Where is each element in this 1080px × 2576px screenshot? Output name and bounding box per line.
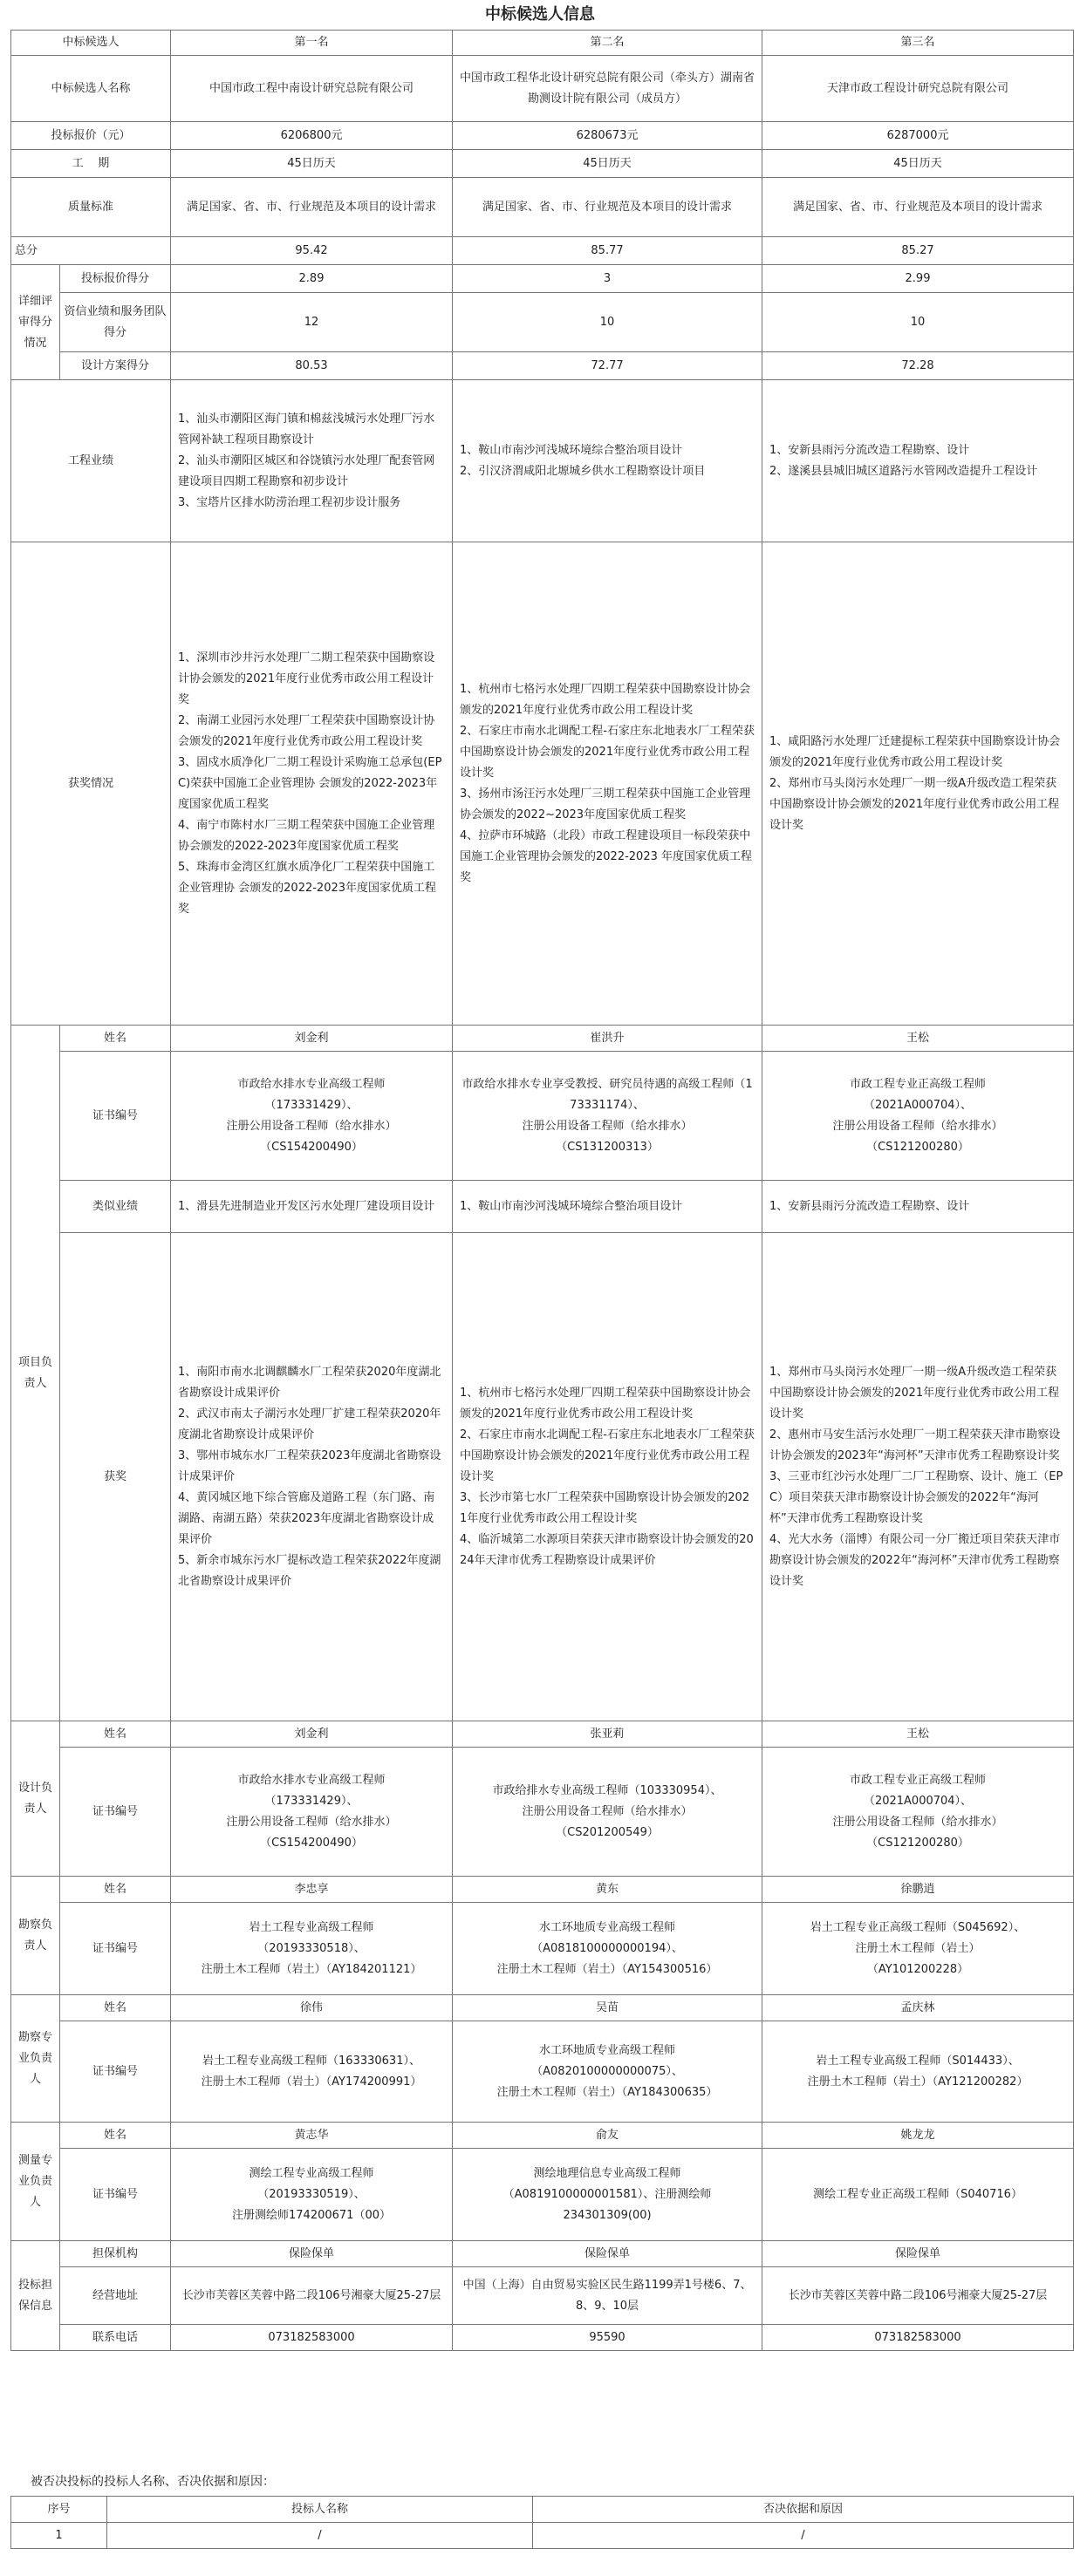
cell-rank-1: 市政给水排水专业高级工程师 （173331429）、 注册公用设备工程师（给水排水） （CS154200490） xyxy=(171,1748,453,1877)
candidate-name-row xyxy=(11,56,1074,122)
row-label: 类似业绩 xyxy=(60,1181,171,1233)
qual-score-row xyxy=(11,293,1074,352)
survey-lead-name-row xyxy=(11,1877,1074,1903)
row-label: 证书编号 xyxy=(60,1052,171,1181)
total-score-row xyxy=(11,237,1074,265)
cell-rank-3: 073182583000 xyxy=(762,2325,1074,2351)
header-rank-3: 第三名 xyxy=(762,31,1074,56)
row-label: 资信业绩和服务团队得分 xyxy=(60,293,171,352)
cell-rank-3: 1、咸阳路污水处理厂迁建提标工程荣获中国勘察设计协会颁发的2021年度行业优秀市政公用工程设计奖 2、郑州市马头岗污水处理厂一期一级A升级改造工程荣获中国勘察设计协会颁发的2021年度行业优秀市政公用工程设计奖 xyxy=(762,542,1074,1026)
cell-rank-1: 95.42 xyxy=(171,237,453,265)
cell-rank-1: 1、滑县先进制造业开发区污水处理厂建设项目设计 xyxy=(171,1181,453,1233)
cell-rank-3: 市政工程专业正高级工程师 （2021A000704）、 注册公用设备工程师（给水排水） （CS121200280） xyxy=(762,1748,1074,1877)
cell-rank-2: 吴苗 xyxy=(453,1995,762,2021)
quality-row xyxy=(11,178,1074,237)
measure-spec-name-row xyxy=(11,2123,1074,2149)
cell-rank-1: 李忠享 xyxy=(171,1877,453,1903)
cell-rank-1: 中国市政工程中南设计研究总院有限公司 xyxy=(171,56,453,122)
cell-rank-2: 6280673元 xyxy=(453,122,762,150)
guarantee-addr-row xyxy=(11,2267,1074,2325)
cell-rank-1: 岩土工程专业高级工程师 （20193330518）、 注册土木工程师（岩土）（AY184201121） xyxy=(171,1903,453,1995)
measure-spec-cert-row xyxy=(11,2149,1074,2241)
cell-rank-2: 黄东 xyxy=(453,1877,762,1903)
cell-rank-2: 测绘地理信息专业高级工程师 （A0819100000001581）、注册测绘师 234301309(00) xyxy=(453,2149,762,2241)
row-label: 姓名 xyxy=(60,1026,171,1052)
cell-rank-2: 3 xyxy=(453,265,762,293)
pm-cert-row xyxy=(11,1052,1074,1181)
cell-rank-1: 1、深圳市沙井污水处理厂二期工程荣获中国勘察设计协会颁发的2021年度行业优秀市政公用工程设计奖 2、南湖工业园污水处理厂工程荣获中国勘察设计协会颁发的2021年度行业优秀市政公用工程设计奖 3、固戍水质净化厂二期工程设计采购施工总承包(EPC)荣获中国施工企业管理协 会颁发的2022-2023年度国家优质工程奖 4、南宁市陈村水厂三期工程荣获中国施工企业管理协会颁发的2022-2023年度国家优质工程奖 5、珠海市金湾区红旗水质净化厂工程荣获中国施工企业管理协 会颁发的2022-2023年度国家优质工程奖 xyxy=(171,542,453,1026)
header-label: 中标候选人 xyxy=(11,31,171,56)
cell-rank-2: 市政给排水专业高级工程师（103330954）、 注册公用设备工程师（给水排水） （CS201200549） xyxy=(453,1748,762,1877)
guarantee-org-row xyxy=(11,2241,1074,2267)
header-reason: 否决依据和原因 xyxy=(533,2497,1074,2523)
candidate-table xyxy=(10,30,1074,2351)
measure-spec-group-label: 测量专业负责人 xyxy=(11,2123,60,2241)
cell-rank-1: 80.53 xyxy=(171,352,453,380)
row-label: 联系电话 xyxy=(60,2325,171,2351)
guarantee-tel-row xyxy=(11,2325,1074,2351)
cell-rank-3: 王松 xyxy=(762,1721,1074,1748)
cell-rank-3: 72.28 xyxy=(762,352,1074,380)
cell-rank-3: 测绘工程专业正高级工程师（S040716） xyxy=(762,2149,1074,2241)
row-label: 担保机构 xyxy=(60,2241,171,2267)
cell-rank-1: 保险保单 xyxy=(171,2241,453,2267)
cell-rank-2: 中国（上海）自由贸易实验区民生路1199弄1号楼6、7、8、9、10层 xyxy=(453,2267,762,2325)
cell-rank-3: 满足国家、省、市、行业规范及本项目的设计需求 xyxy=(762,178,1074,237)
cell-rank-2: 水工环地质专业高级工程师 （A0820100000000075）、 注册土木工程师（岩土）（AY184300635） xyxy=(453,2021,762,2123)
header-rank-2: 第二名 xyxy=(453,31,762,56)
cell-rank-3: 45日历天 xyxy=(762,150,1074,178)
detail-group-label: 详细评审得分情况 xyxy=(11,265,60,380)
cell-rank-1: 刘金利 xyxy=(171,1721,453,1748)
row-label: 投标报价得分 xyxy=(60,265,171,293)
row-label: 姓名 xyxy=(60,1877,171,1903)
row-label: 工 期 xyxy=(11,150,171,178)
cell-rank-3: 2.99 xyxy=(762,265,1074,293)
cell-rank-2: 45日历天 xyxy=(453,150,762,178)
row-label: 中标候选人名称 xyxy=(11,56,171,122)
cell-rank-3: 10 xyxy=(762,293,1074,352)
cell-rank-2: 72.77 xyxy=(453,352,762,380)
invalid-bid-note: 被否决投标的投标人名称、否决依据和原因： xyxy=(31,2475,275,2489)
invalid-header-row xyxy=(11,2497,1074,2523)
cell-rank-2: 市政给水排水专业享受教授、研究员待遇的高级工程师（173331174）、 注册公用设备工程师（给水排水） （CS131200313） xyxy=(453,1052,762,1181)
design-lead-group-label: 设计负责人 xyxy=(11,1721,60,1877)
row-label: 总分 xyxy=(11,237,171,265)
cell-rank-2: 张亚莉 xyxy=(453,1721,762,1748)
cell-rank-2: 俞友 xyxy=(453,2123,762,2149)
cell-rank-3: 6287000元 xyxy=(762,122,1074,150)
cell-rank-2: 10 xyxy=(453,293,762,352)
cell-rank-1: 45日历天 xyxy=(171,150,453,178)
cell-rank-3: 1、安新县雨污分流改造工程勘察、设计 xyxy=(762,1181,1074,1233)
row-label: 证书编号 xyxy=(60,2149,171,2241)
cell-no: 1 xyxy=(11,2523,107,2549)
cell-rank-1: 测绘工程专业高级工程师 （20193330519）、 注册测绘师174200671（00） xyxy=(171,2149,453,2241)
row-label: 经营地址 xyxy=(60,2267,171,2325)
cell-rank-3: 保险保单 xyxy=(762,2241,1074,2267)
row-label: 证书编号 xyxy=(60,2021,171,2123)
cell-rank-2: 保险保单 xyxy=(453,2241,762,2267)
cell-rank-3: 长沙市芙蓉区芙蓉中路二段106号湘豪大厦25-27层 xyxy=(762,2267,1074,2325)
cell-rank-2: 1、鞍山市南沙河浅城环境综合整治项目设计 2、引汉济渭咸阳北塬城乡供水工程勘察设计项目 xyxy=(453,380,762,542)
header-no: 序号 xyxy=(11,2497,107,2523)
design-lead-cert-row xyxy=(11,1748,1074,1877)
cell-rank-3: 王松 xyxy=(762,1026,1074,1052)
design-lead-name-row xyxy=(11,1721,1074,1748)
row-label: 投标报价（元） xyxy=(11,122,171,150)
cell-rank-3: 1、郑州市马头岗污水处理厂一期一级A升级改造工程荣获中国勘察设计协会颁发的2021年度行业优秀市政公用工程设计奖 2、惠州市马安生活污水处理厂一期工程荣获天津市勘察设计协会颁发的2023年“海河杯”天津市优秀工程勘察设计奖 3、三亚市红沙污水处理厂二厂工程勘察、设计、施工（EPC）项目荣获天津市勘察设计协会颁发的2022年“海河杯”天津市优秀工程勘察设计奖 4、光大水务（淄博）有限公司一分厂搬迁项目荣获天津市勘察设计协会颁发的2022年“海河杯”天津市优秀工程勘察设计奖 xyxy=(762,1233,1074,1721)
cell-rank-1: 073182583000 xyxy=(171,2325,453,2351)
cell-rank-1: 6206800元 xyxy=(171,122,453,150)
design-score-row xyxy=(11,352,1074,380)
survey-spec-name-row xyxy=(11,1995,1074,2021)
survey-lead-cert-row xyxy=(11,1903,1074,1995)
pm-group-label: 项目负责人 xyxy=(11,1026,60,1721)
header-row xyxy=(11,31,1074,56)
cell-rank-1: 刘金利 xyxy=(171,1026,453,1052)
cell-rank-1: 1、南阳市南水北调麒麟水厂工程荣获2020年度湖北省勘察设计成果评价 2、武汉市南太子湖污水处理厂扩建工程荣获2020年度湖北省勘察设计成果评价 3、鄂州市城东水厂工程荣获2023年度湖北省勘察设计成果评价 4、黄冈城区地下综合管廊及道路工程（东门路、南湖路、南湖五路）荣获2023年度湖北省勘察设计成果评价 5、新余市城东污水厂提标改造工程荣获2022年度湖北省勘察设计成果评价 xyxy=(171,1233,453,1721)
cell-rank-2: 水工环地质专业高级工程师 （A0818100000000194）、 注册土木工程师（岩土）（AY154300516） xyxy=(453,1903,762,1995)
awards-row xyxy=(11,542,1074,1026)
row-label: 姓名 xyxy=(60,2123,171,2149)
cell-rank-2: 满足国家、省、市、行业规范及本项目的设计需求 xyxy=(453,178,762,237)
cell-rank-3: 徐鹏逍 xyxy=(762,1877,1074,1903)
row-label: 设计方案得分 xyxy=(60,352,171,380)
bid-price-row xyxy=(11,122,1074,150)
cell-rank-1: 徐伟 xyxy=(171,1995,453,2021)
cell-rank-3: 85.27 xyxy=(762,237,1074,265)
cell-rank-1: 市政给水排水专业高级工程师 （173331429）、 注册公用设备工程师（给水排水） （CS154200490） xyxy=(171,1052,453,1181)
pm-name-row xyxy=(11,1026,1074,1052)
row-label: 证书编号 xyxy=(60,1903,171,1995)
cell-rank-1: 满足国家、省、市、行业规范及本项目的设计需求 xyxy=(171,178,453,237)
cell-rank-3: 岩土工程专业正高级工程师（S045692）、 注册土木工程师（岩土） （AY101200228） xyxy=(762,1903,1074,1995)
cell-rank-3: 岩土工程专业高级工程师（S014433）、 注册土木工程师（岩土）（AY121200282） xyxy=(762,2021,1074,2123)
cell-rank-2: 1、鞍山市南沙河浅城环境综合整治项目设计 xyxy=(453,1181,762,1233)
row-label: 姓名 xyxy=(60,1995,171,2021)
cell-rank-3: 孟庆林 xyxy=(762,1995,1074,2021)
cell-rank-2: 中国市政工程华北设计研究总院有限公司（牵头方）湖南省勘测设计院有限公司（成员方） xyxy=(453,56,762,122)
cell-rank-3: 姚龙龙 xyxy=(762,2123,1074,2149)
invalid-bid-table xyxy=(10,2496,1074,2549)
cell-rank-2: 崔洪升 xyxy=(453,1026,762,1052)
row-label: 获奖情况 xyxy=(11,542,171,1026)
cell-rank-2: 1、杭州市七格污水处理厂四期工程荣获中国勘察设计协会颁发的2021年度行业优秀市政公用工程设计奖 2、石家庄市南水北调配工程-石家庄东北地表水厂工程荣获中国勘察设计协会颁发的2021年度行业优秀市政公用工程设计奖 3、扬州市汤汪污水处理厂三期工程荣获中国施工企业管理协会颁发的2022~2023年度国家优质工程奖 4、拉萨市环城路（北段）市政工程建设项目一标段荣获中国施工企业管理协会颁发的2022-2023 年度国家优质工程奖 xyxy=(453,542,762,1026)
cell-rank-1: 岩土工程专业高级工程师（163330631）、 注册土木工程师（岩土）（AY174200991） xyxy=(171,2021,453,2123)
cell-rank-3: 1、安新县雨污分流改造工程勘察、设计 2、遂溪县县城旧城区道路污水管网改造提升工程设计 xyxy=(762,380,1074,542)
page-title: 中标候选人信息 xyxy=(485,5,595,24)
price-score-row xyxy=(11,265,1074,293)
cell-rank-1: 2.89 xyxy=(171,265,453,293)
header-bidder-name: 投标人名称 xyxy=(107,2497,533,2523)
cell-rank-2: 1、杭州市七格污水处理厂四期工程荣获中国勘察设计协会颁发的2021年度行业优秀市政公用工程设计奖 2、石家庄市南水北调配工程-石家庄东北地表水厂工程荣获中国勘察设计协会颁发的2021年度行业优秀市政公用工程设计奖 3、长沙市第七水厂工程荣获中国勘察设计协会颁发的2021年度行业优秀市政公用工程设计奖 4、临沂城第二水源项目荣获天津市勘察设计协会颁发的2024年天津市优秀工程勘察设计成果评价 xyxy=(453,1233,762,1721)
pm-award-row xyxy=(11,1233,1074,1721)
cell-rank-2: 95590 xyxy=(453,2325,762,2351)
duration-row xyxy=(11,150,1074,178)
performance-row xyxy=(11,380,1074,542)
row-label: 工程业绩 xyxy=(11,380,171,542)
cell-rank-1: 长沙市芙蓉区芙蓉中路二段106号湘豪大厦25-27层 xyxy=(171,2267,453,2325)
cell-rank-1: 1、汕头市潮阳区海门镇和棉兹浅城污水处理厂污水管网补缺工程项目勘察设计 2、汕头市潮阳区城区和谷饶镇污水处理厂配套管网建设项目四期工程勘察和初步设计 3、宝塔片区排水防涝治理工程初步设计服务 xyxy=(171,380,453,542)
cell-rank-3: 天津市政工程设计研究总院有限公司 xyxy=(762,56,1074,122)
cell-rank-1: 黄志华 xyxy=(171,2123,453,2149)
cell-rank-3: 市政工程专业正高级工程师 （2021A000704）、 注册公用设备工程师（给水排水） （CS121200280） xyxy=(762,1052,1074,1181)
row-label: 姓名 xyxy=(60,1721,171,1748)
cell-bidder-name: / xyxy=(107,2523,533,2549)
survey-lead-group-label: 勘察负责人 xyxy=(11,1877,60,1995)
guarantee-group-label: 投标担保信息 xyxy=(11,2241,60,2351)
survey-spec-cert-row xyxy=(11,2021,1074,2123)
header-rank-1: 第一名 xyxy=(171,31,453,56)
row-label: 质量标准 xyxy=(11,178,171,237)
invalid-row xyxy=(11,2523,1074,2549)
survey-spec-group-label: 勘察专业负责人 xyxy=(11,1995,60,2123)
cell-rank-1: 12 xyxy=(171,293,453,352)
pm-perf-row xyxy=(11,1181,1074,1233)
row-label: 证书编号 xyxy=(60,1748,171,1877)
row-label: 获奖 xyxy=(60,1233,171,1721)
cell-reason: / xyxy=(533,2523,1074,2549)
cell-rank-2: 85.77 xyxy=(453,237,762,265)
